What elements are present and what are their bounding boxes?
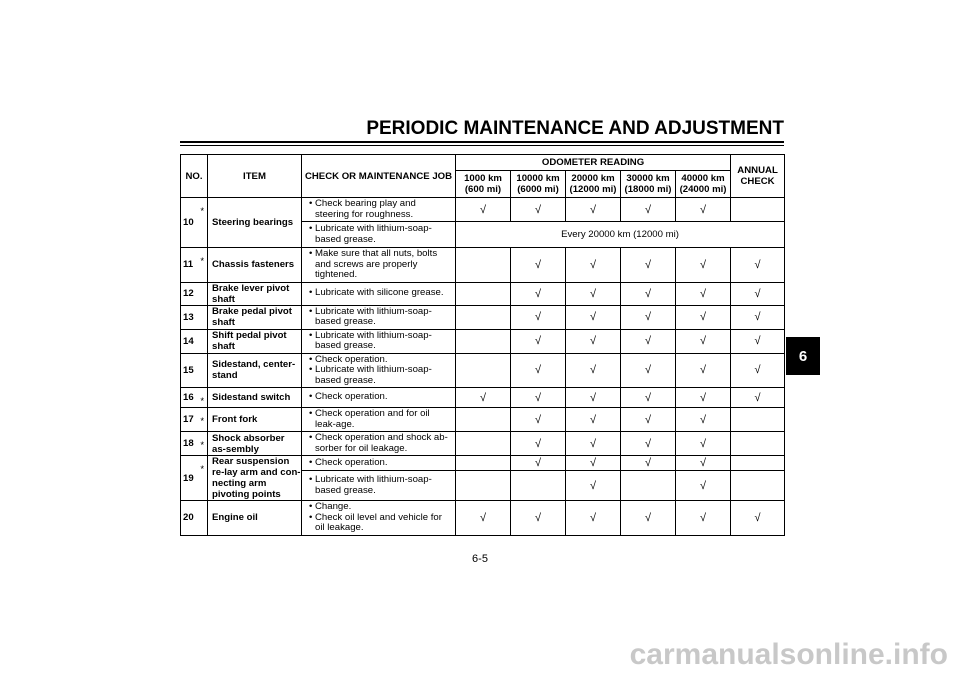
check-mark: √ <box>621 432 676 456</box>
check-mark: √ <box>566 408 621 432</box>
maintenance-job <box>302 471 456 501</box>
job-line: • Lubricate with lithium-soap-based grease. <box>306 331 452 352</box>
row-number: 10 <box>181 198 198 248</box>
item-name: Steering bearings <box>208 198 302 248</box>
item-name: Chassis fasteners <box>208 248 302 283</box>
check-mark: √ <box>456 501 511 536</box>
job-list <box>306 331 452 352</box>
check-mark: √ <box>511 305 566 329</box>
check-mark: √ <box>676 198 731 222</box>
annual-check-mark: √ <box>731 305 785 329</box>
asterisk-marker: * <box>198 198 208 248</box>
check-mark: √ <box>511 388 566 408</box>
job-line: • Check operation and for oil leak-age. <box>306 409 452 430</box>
check-mark: √ <box>621 198 676 222</box>
job-list <box>306 288 452 299</box>
check-mark: √ <box>676 408 731 432</box>
job-line: • Change. <box>306 502 452 513</box>
row-number: 18 <box>181 432 198 456</box>
check-mark: √ <box>676 353 731 388</box>
empty-cell <box>456 353 511 388</box>
item-name: Sidestand, center-stand <box>208 353 302 388</box>
check-mark: √ <box>621 408 676 432</box>
maintenance-job <box>302 501 456 536</box>
maintenance-job <box>302 432 456 456</box>
job-line: • Check oil level and vehicle for oil leakage. <box>306 513 452 534</box>
chapter-tab: 6 <box>786 337 820 375</box>
maintenance-job <box>302 456 456 471</box>
asterisk-marker <box>198 282 208 305</box>
check-mark: √ <box>676 329 731 353</box>
item-name: Brake pedal pivot shaft <box>208 305 302 329</box>
check-mark: √ <box>566 456 621 471</box>
asterisk-marker: * <box>198 388 208 408</box>
table-row <box>181 432 785 456</box>
job-list <box>306 307 452 328</box>
annual-check-mark: √ <box>731 388 785 408</box>
item-name: Shift pedal pivot shaft <box>208 329 302 353</box>
check-mark: √ <box>511 408 566 432</box>
check-mark: √ <box>566 388 621 408</box>
empty-cell <box>456 248 511 283</box>
row-number: 13 <box>181 305 198 329</box>
job-list <box>306 433 452 454</box>
check-mark: √ <box>566 501 621 536</box>
row-number: 14 <box>181 329 198 353</box>
header-odometer: ODOMETER READING <box>456 155 731 171</box>
table-row <box>181 329 785 353</box>
empty-cell <box>456 432 511 456</box>
maintenance-job <box>302 388 456 408</box>
job-list <box>306 475 452 496</box>
job-line: • Lubricate with lithium-soap-based grease. <box>306 307 452 328</box>
job-line: • Check operation. <box>306 355 452 366</box>
check-mark: √ <box>621 388 676 408</box>
table-body <box>181 198 785 536</box>
maintenance-table <box>180 154 785 536</box>
annual-check-mark: √ <box>731 329 785 353</box>
check-mark: √ <box>621 456 676 471</box>
check-mark: √ <box>566 198 621 222</box>
check-mark: √ <box>676 248 731 283</box>
maintenance-job <box>302 248 456 283</box>
check-mark: √ <box>511 456 566 471</box>
check-mark: √ <box>676 305 731 329</box>
item-name: Front fork <box>208 408 302 432</box>
job-line: • Lubricate with lithium-soap-based grease. <box>306 475 452 496</box>
check-mark: √ <box>621 248 676 283</box>
asterisk-marker <box>198 501 208 536</box>
check-mark: √ <box>456 198 511 222</box>
check-mark: √ <box>566 305 621 329</box>
annual-check-mark: √ <box>731 282 785 305</box>
header-odo-40000: 40000 km (24000 mi) <box>676 171 731 198</box>
table-row <box>181 388 785 408</box>
empty-cell <box>456 471 511 501</box>
item-name: Shock absorber as-sembly <box>208 432 302 456</box>
job-line: • Lubricate with lithium-soap-based grease. <box>306 365 452 386</box>
table-row <box>181 456 785 471</box>
row-number: 11 <box>181 248 198 283</box>
watermark: carmanualsonline.info <box>629 638 948 671</box>
page-title: PERIODIC MAINTENANCE AND ADJUSTMENT <box>366 118 784 139</box>
header-odo-1000: 1000 km (600 mi) <box>456 171 511 198</box>
empty-cell <box>456 282 511 305</box>
header-annual-check: ANNUAL CHECK <box>731 155 785 198</box>
job-list <box>306 502 452 534</box>
row-number: 16 <box>181 388 198 408</box>
check-mark: √ <box>566 329 621 353</box>
table-row <box>181 408 785 432</box>
annual-check-mark: √ <box>731 248 785 283</box>
check-mark: √ <box>511 282 566 305</box>
table-row <box>181 501 785 536</box>
check-mark: √ <box>511 198 566 222</box>
empty-cell <box>456 329 511 353</box>
check-mark: √ <box>511 432 566 456</box>
header-item: ITEM <box>208 155 302 198</box>
check-mark: √ <box>621 329 676 353</box>
check-mark: √ <box>566 432 621 456</box>
empty-cell <box>511 471 566 501</box>
job-list <box>306 458 452 469</box>
check-mark: √ <box>511 329 566 353</box>
check-mark: √ <box>676 282 731 305</box>
annual-empty-cell <box>731 456 785 471</box>
empty-cell <box>621 471 676 501</box>
annual-check-mark: √ <box>731 501 785 536</box>
row-number: 20 <box>181 501 198 536</box>
job-list <box>306 224 452 245</box>
table-header <box>181 155 785 198</box>
maintenance-job <box>302 408 456 432</box>
job-line: • Check operation. <box>306 458 452 469</box>
check-mark: √ <box>511 353 566 388</box>
job-list <box>306 355 452 387</box>
job-list <box>306 409 452 430</box>
annual-check-mark: √ <box>731 353 785 388</box>
job-list <box>306 199 452 220</box>
item-name: Engine oil <box>208 501 302 536</box>
table-row <box>181 305 785 329</box>
check-mark: √ <box>676 471 731 501</box>
check-mark: √ <box>511 248 566 283</box>
annual-empty-cell <box>731 432 785 456</box>
item-name: Rear suspension re-lay arm and con-necting arm pivoting points <box>208 456 302 501</box>
asterisk-marker: * <box>198 408 208 432</box>
maintenance-job <box>302 353 456 388</box>
maintenance-job <box>302 222 456 248</box>
header-odo-10000: 10000 km (6000 mi) <box>511 171 566 198</box>
row-number: 15 <box>181 353 198 388</box>
maintenance-job <box>302 198 456 222</box>
item-name: Brake lever pivot shaft <box>208 282 302 305</box>
asterisk-marker <box>198 353 208 388</box>
header-odo-20000: 20000 km (12000 mi) <box>566 171 621 198</box>
asterisk-marker: * <box>198 248 208 283</box>
job-line: • Lubricate with lithium-soap-based grease. <box>306 224 452 245</box>
check-mark: √ <box>621 353 676 388</box>
empty-cell <box>456 408 511 432</box>
check-mark: √ <box>676 388 731 408</box>
asterisk-marker <box>198 329 208 353</box>
item-name: Sidestand switch <box>208 388 302 408</box>
empty-cell <box>456 305 511 329</box>
row-number: 12 <box>181 282 198 305</box>
header-odo-30000: 30000 km (18000 mi) <box>621 171 676 198</box>
check-mark: √ <box>566 248 621 283</box>
check-mark: √ <box>621 282 676 305</box>
check-mark: √ <box>456 388 511 408</box>
header-no: NO. <box>181 155 208 198</box>
annual-empty-cell <box>731 408 785 432</box>
job-line: • Lubricate with silicone grease. <box>306 288 452 299</box>
title-rule-thin <box>180 145 784 146</box>
row-number: 17 <box>181 408 198 432</box>
check-mark: √ <box>566 282 621 305</box>
maintenance-job <box>302 329 456 353</box>
check-mark: √ <box>511 501 566 536</box>
job-line: • Check operation. <box>306 392 452 403</box>
check-mark: √ <box>676 501 731 536</box>
asterisk-marker <box>198 305 208 329</box>
annual-empty-cell <box>731 198 785 222</box>
check-mark: √ <box>566 471 621 501</box>
check-mark: √ <box>566 353 621 388</box>
asterisk-marker: * <box>198 456 208 501</box>
check-mark: √ <box>676 456 731 471</box>
table-row <box>181 248 785 283</box>
check-mark: √ <box>621 501 676 536</box>
row-number: 19 <box>181 456 198 501</box>
job-list <box>306 392 452 403</box>
table-row <box>181 198 785 222</box>
job-line: • Check bearing play and steering for roughness. <box>306 199 452 220</box>
asterisk-marker: * <box>198 432 208 456</box>
empty-cell <box>456 456 511 471</box>
job-line: • Make sure that all nuts, bolts and screws are properly tightened. <box>306 249 452 281</box>
job-line: • Check operation and shock ab-sorber for oil leakage. <box>306 433 452 454</box>
check-mark: √ <box>621 305 676 329</box>
page-number: 6-5 <box>472 553 488 565</box>
table-row <box>181 282 785 305</box>
interval-note: Every 20000 km (12000 mi) <box>456 222 785 248</box>
check-mark: √ <box>676 432 731 456</box>
maintenance-job <box>302 305 456 329</box>
header-job: CHECK OR MAINTENANCE JOB <box>302 155 456 198</box>
job-list <box>306 249 452 281</box>
annual-empty-cell <box>731 471 785 501</box>
title-rule-thick <box>180 141 784 143</box>
table-row <box>181 353 785 388</box>
maintenance-job <box>302 282 456 305</box>
